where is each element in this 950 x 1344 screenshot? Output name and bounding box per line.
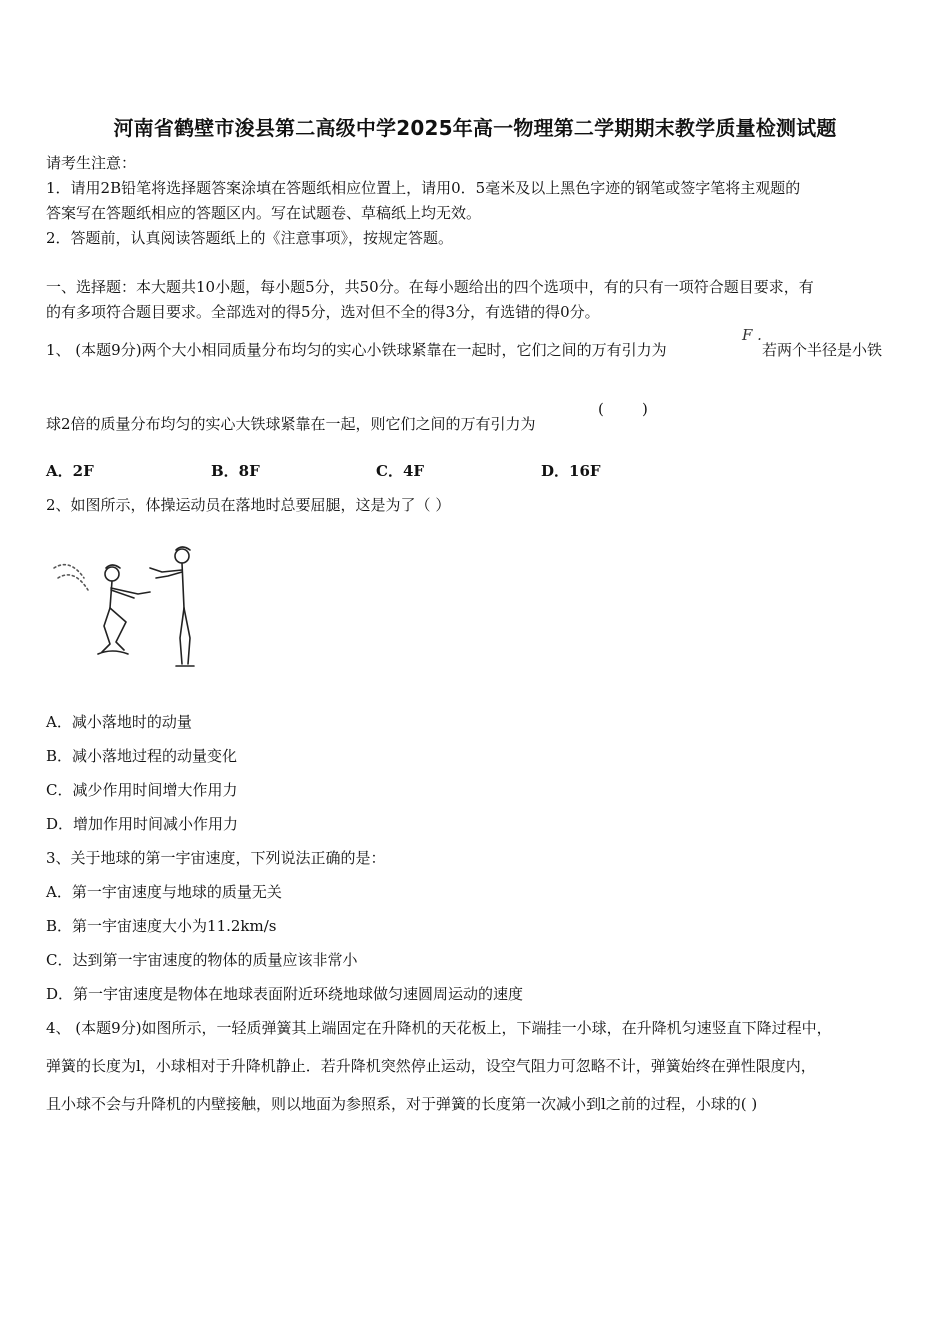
page-title: 河南省鹤壁市浚县第二高级中学2025年高一物理第二学期期末教学质量检测试题 (113, 116, 837, 140)
q2-option-a: A．减小落地时的动量 (46, 713, 192, 731)
q1-option-c: C．4F (376, 462, 425, 480)
section-heading-line2: 的有多项符合题目要求。全部选对的得5分，选对但不全的得3分，有选错的得0分。 (46, 303, 600, 321)
q4-stem-line1: 4、 (本题9分)如图所示，一轻质弹簧其上端固定在升降机的天花板上，下端挂一小球，在升降机匀速竖直下降过程中， (46, 1019, 832, 1037)
q1-stem-line2: 球2倍的质量分布均匀的实心大铁球紧靠在一起，则它们之间的万有引力为 (46, 415, 536, 433)
q1-option-d: D．16F (541, 462, 601, 480)
q3-option-b: B．第一宇宙速度大小为11.2km/s (46, 917, 277, 935)
q2-option-d: D．增加作用时间减小作用力 (46, 815, 239, 833)
notice-item-1a: 1．请用2B铅笔将选择题答案涂填在答题纸相应位置上，请用0．5毫米及以上黑色字迹的钢笔或签字笔将主观题的 (46, 179, 801, 197)
q3-option-a: A．第一宇宙速度与地球的质量无关 (46, 883, 282, 901)
q4-stem-line2: 弹簧的长度为l，小球相对于升降机静止．若升降机突然停止运动，设空气阻力可忽略不计，弹簧始终在弹性限度内， (46, 1057, 816, 1075)
q3-stem: 3、关于地球的第一宇宙速度，下列说法正确的是： (46, 849, 386, 867)
q2-option-b: B．减小落地过程的动量变化 (46, 747, 238, 765)
q1-answer-blank: ( ) (598, 400, 648, 418)
notice-item-1b: 答案写在答题纸相应的答题区内。写在试题卷、草稿纸上均无效。 (46, 204, 482, 222)
section-heading-line1: 一、选择题：本大题共10小题，每小题5分，共50分。在每小题给出的四个选项中，有的只有一项符合题目要求，有 (46, 278, 814, 296)
q2-option-c: C．减少作用时间增大作用力 (46, 781, 238, 799)
q3-option-d: D．第一宇宙速度是物体在地球表面附近环绕地球做匀速圆周运动的速度 (46, 985, 524, 1003)
q1-stem-line1-tail: 若两个半径是小铁 (762, 341, 883, 359)
q1-option-b: B．8F (211, 462, 260, 480)
q1-stem-line1: 1、 (本题9分)两个大小相同质量分布均匀的实心小铁球紧靠在一起时，它们之间的万有引力为 (46, 341, 667, 359)
q3-option-c: C．达到第一宇宙速度的物体的质量应该非常小 (46, 951, 358, 969)
q2-stem: 2、如图所示，体操运动员在落地时总要屈腿，这是为了（ ） (46, 496, 451, 514)
q1-force-symbol: F . (742, 326, 762, 344)
q1-option-a: A．2F (46, 462, 94, 480)
q1-options (46, 460, 646, 482)
gymnast-landing-figure (50, 538, 210, 673)
notice-item-2: 2．答题前，认真阅读答题纸上的《注意事项》，按规定答题。 (46, 229, 454, 247)
notice-heading: 请考生注意： (46, 154, 137, 172)
q4-stem-line3: 且小球不会与升降机的内壁接触，则以地面为参照系，对于弹簧的长度第一次减小到l之前的过程，小球的( ) (46, 1095, 758, 1113)
